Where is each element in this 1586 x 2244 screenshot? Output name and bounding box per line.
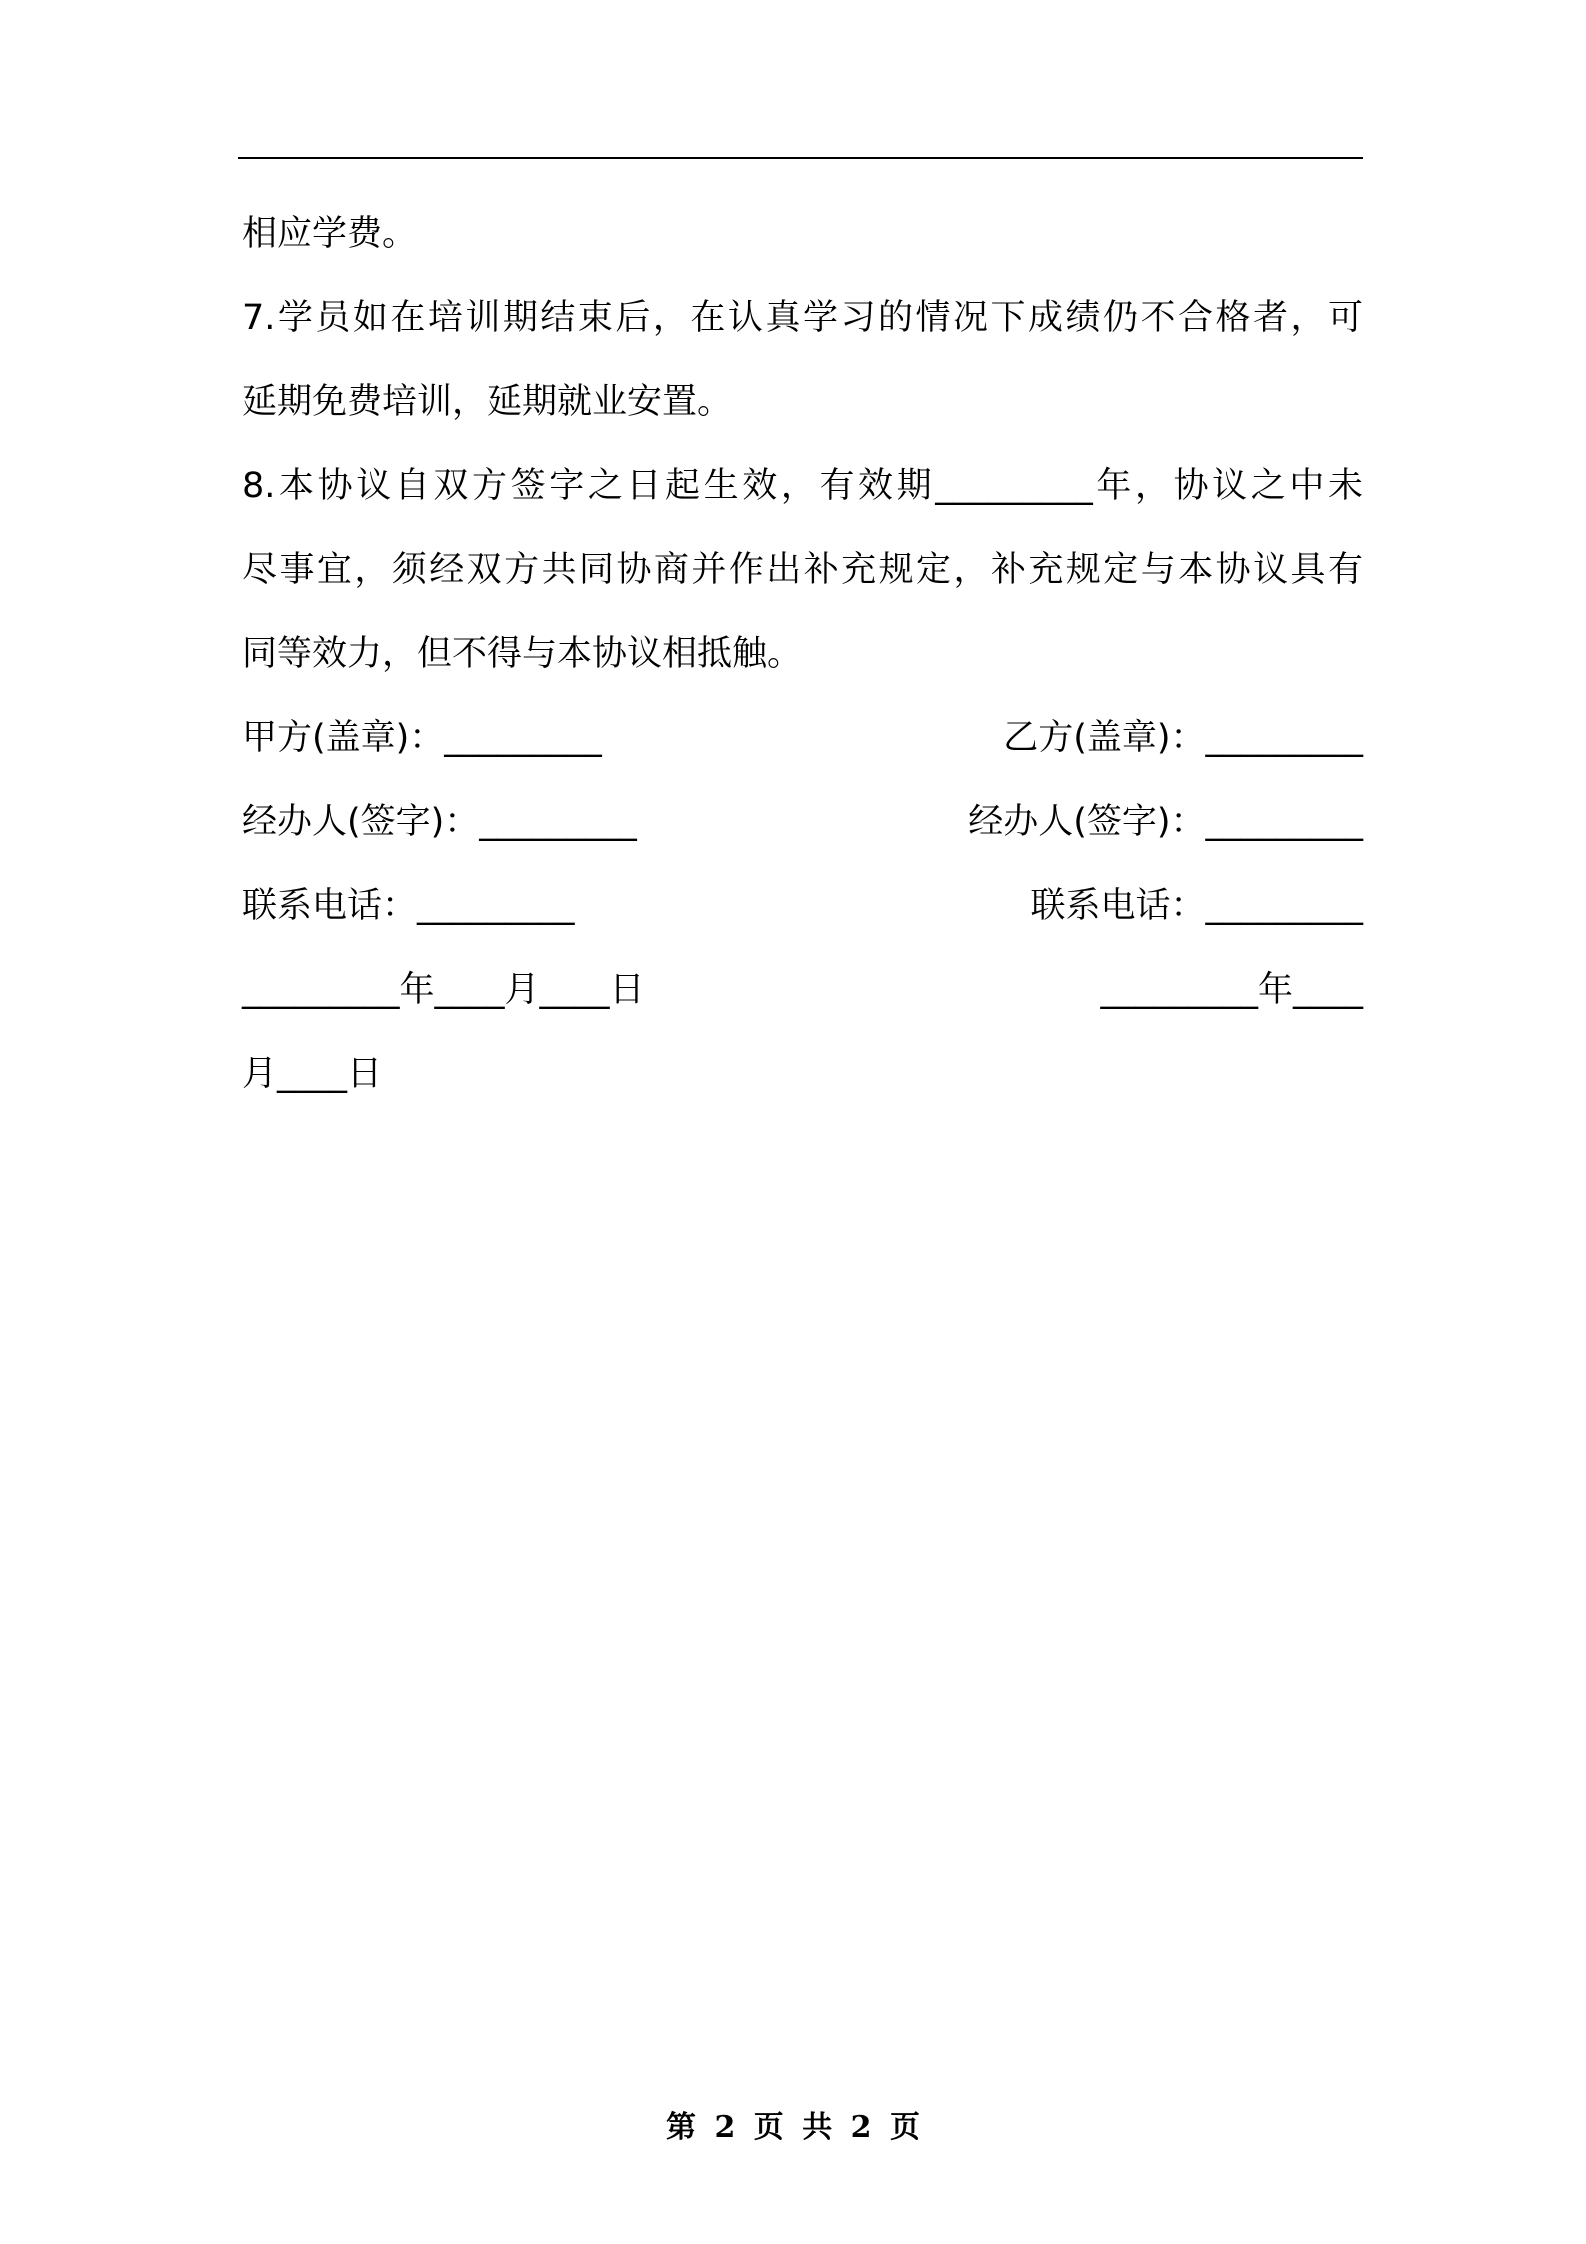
party-a-seal: 甲方(盖章)：_________: [242, 718, 602, 758]
date-row: [242, 948, 1363, 1032]
paragraph-8-line-1: 8.本协议自双方签字之日起生效，有效期_________年，协议之中未: [242, 466, 1363, 506]
paragraph-7-line-1: 7.学员如在培训期结束后，在认真学习的情况下成绩仍不合格者，可: [242, 298, 1363, 338]
seal-row: [242, 696, 1363, 780]
party-a-agent: 经办人(签字)：_________: [242, 802, 637, 842]
header-rule: [238, 157, 1363, 159]
party-a-date: _________年____月____日: [242, 970, 645, 1010]
document-body: [242, 192, 1363, 1116]
paragraph-8-line-3: 同等效力，但不得与本协议相抵触。: [242, 634, 803, 674]
party-b-date-end: 月____日: [242, 1054, 383, 1094]
paragraph-8-line-2: 尽事宜，须经双方共同协商并作出补充规定，补充规定与本协议具有: [242, 550, 1363, 590]
party-b-seal: 乙方(盖章)：_________: [1003, 718, 1363, 758]
phone-row: [242, 864, 1363, 948]
agent-row: [242, 780, 1363, 864]
paragraph-6-tail: 相应学费。: [242, 214, 418, 254]
party-b-phone: 联系电话：_________: [1030, 886, 1363, 926]
party-a-phone: 联系电话：_________: [242, 886, 575, 926]
party-b-date-start: _________年____: [1100, 970, 1363, 1010]
page-number: 第 2 页 共 2 页: [666, 2110, 920, 2145]
paragraph-7-line-2: 延期免费培训，延期就业安置。: [242, 382, 733, 422]
party-b-agent: 经办人(签字)：_________: [968, 802, 1363, 842]
